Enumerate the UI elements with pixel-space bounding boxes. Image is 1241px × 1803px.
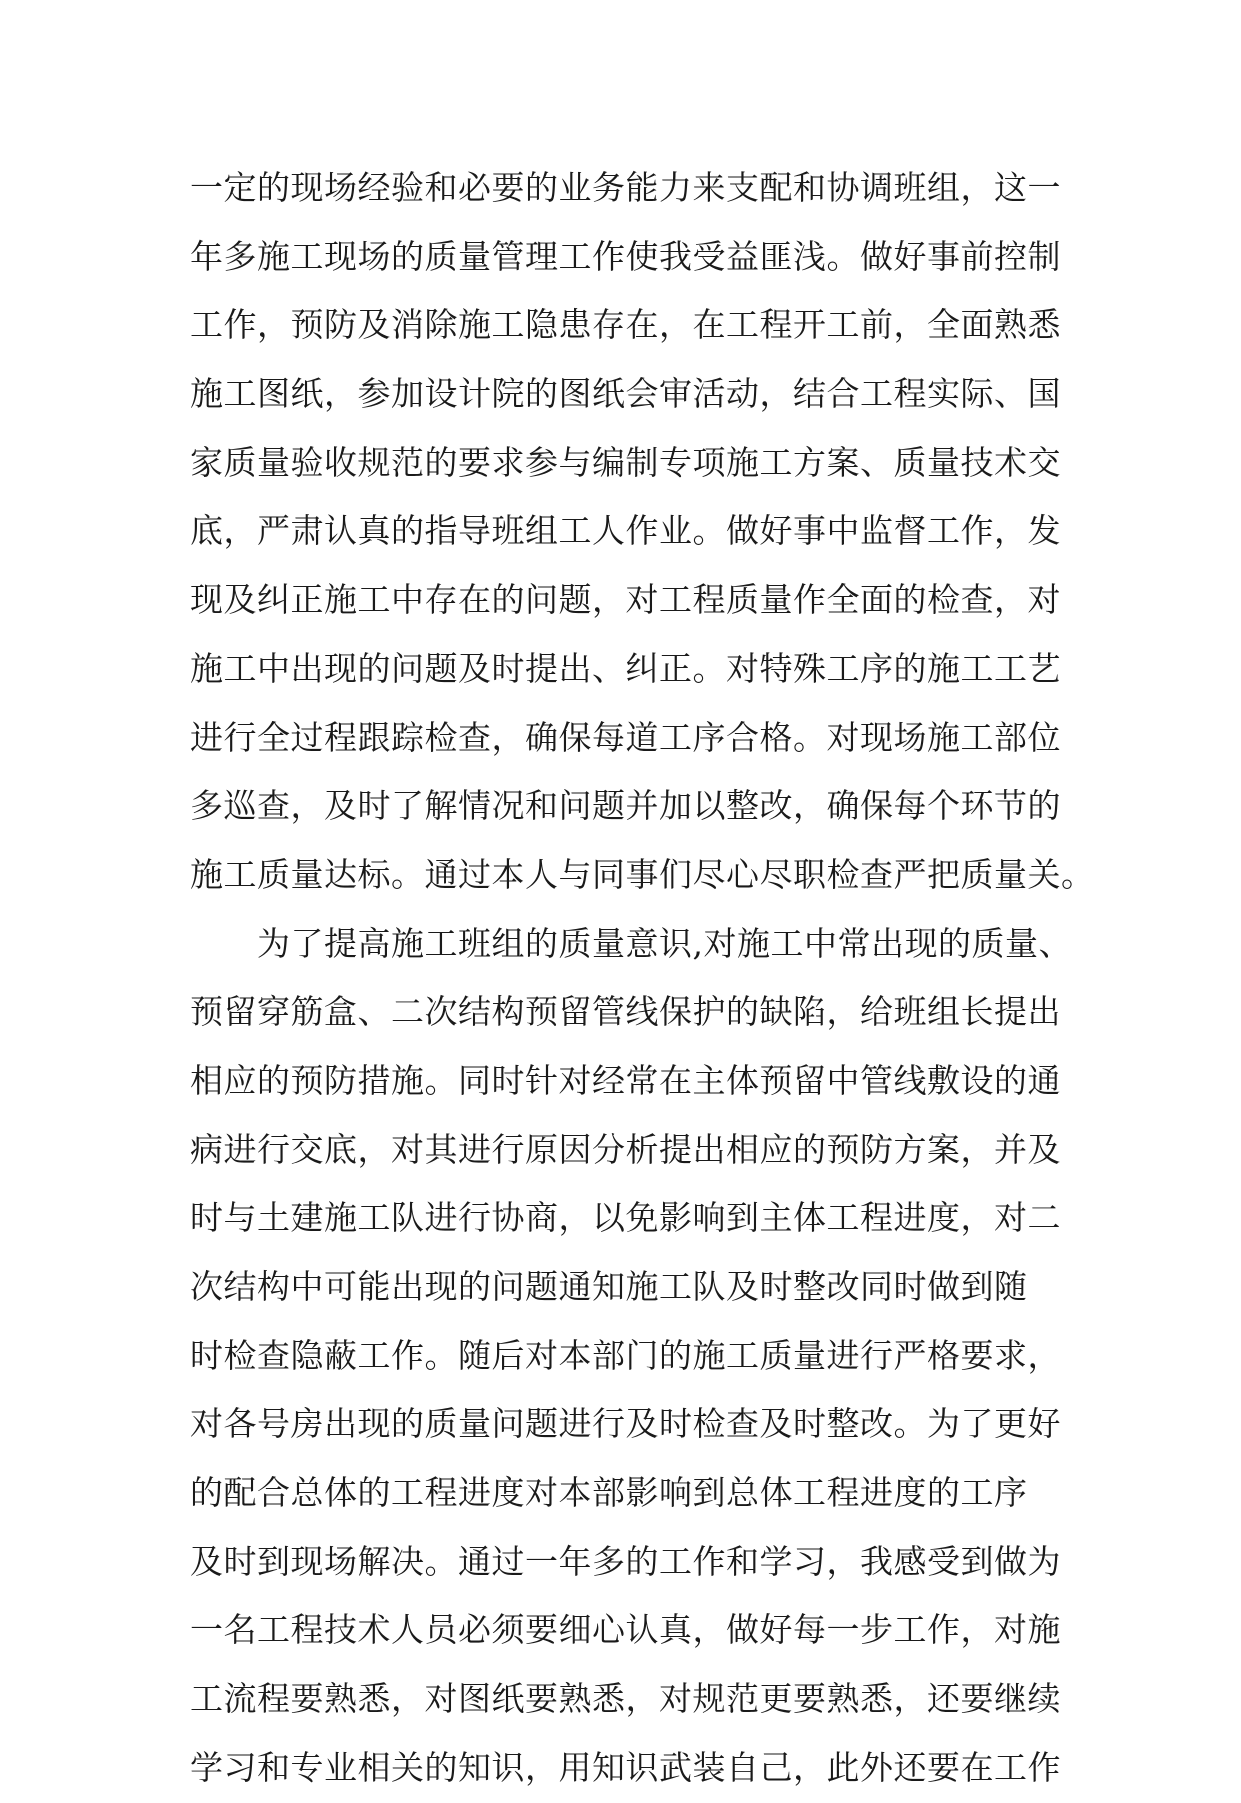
- text-line: 施工中出现的问题及时提出、纠正。对特殊工序的施工工艺: [190, 648, 1061, 688]
- text-line: 次结构中可能出现的问题通知施工队及时整改同时做到随: [190, 1267, 1028, 1306]
- text-line: 多巡查，及时了解情况和问题并加以整改，确保每个环节的: [190, 786, 1061, 826]
- text-line: 为了提高施工班组的质量意识,对施工中常出现的质量、: [190, 923, 1072, 963]
- text-line: 施工质量达标。通过本人与同事们尽心尽职检查严把质量关。: [190, 854, 1095, 894]
- text-line: 一定的现场经验和必要的业务能力来支配和协调班组，这一: [190, 168, 1061, 207]
- text-line: 相应的预防措施。同时针对经常在主体预留中管线敷设的通: [190, 1060, 1061, 1100]
- text-line: 的配合总体的工程进度对本部影响到总体工程进度的工序: [190, 1473, 1028, 1513]
- text-line: 学习和专业相关的知识，用知识武装自己，此外还要在工作: [190, 1747, 1061, 1787]
- text-line: 底，严肃认真的指导班组工人作业。做好事中监督工作，发: [190, 511, 1061, 551]
- text-line: 施工图纸，参加设计院的图纸会审活动，结合工程实际、国: [190, 374, 1061, 414]
- body-text: [190, 154, 1095, 1803]
- text-line: 工作，预防及消除施工隐患存在，在工程开工前，全面熟悉: [190, 305, 1061, 345]
- text-line: 预留穿筋盒、二次结构预留管线保护的缺陷，给班组长提出: [190, 992, 1061, 1032]
- text-line: 家质量验收规范的要求参与编制专项施工方案、质量技术交: [190, 442, 1061, 482]
- text-line: 及时到现场解决。通过一年多的工作和学习，我感受到做为: [190, 1541, 1061, 1581]
- text-line: 现及纠正施工中存在的问题，对工程质量作全面的检查，对: [190, 580, 1061, 620]
- text-line: 进行全过程跟踪检查，确保每道工序合格。对现场施工部位: [190, 717, 1061, 757]
- text-line: 工流程要熟悉，对图纸要熟悉，对规范更要熟悉，还要继续: [190, 1679, 1061, 1719]
- text-line: 病进行交底，对其进行原因分析提出相应的预防方案，并及: [190, 1129, 1061, 1169]
- text-line: 时与土建施工队进行协商，以免影响到主体工程进度，对二: [190, 1198, 1061, 1238]
- text-line: 时检查隐蔽工作。随后对本部门的施工质量进行严格要求，: [190, 1335, 1061, 1375]
- text-line: 对各号房出现的质量问题进行及时检查及时整改。为了更好: [190, 1404, 1061, 1444]
- text-line: 年多施工现场的质量管理工作使我受益匪浅。做好事前控制: [190, 236, 1061, 276]
- text-line: 一名工程技术人员必须要细心认真，做好每一步工作，对施: [190, 1610, 1061, 1650]
